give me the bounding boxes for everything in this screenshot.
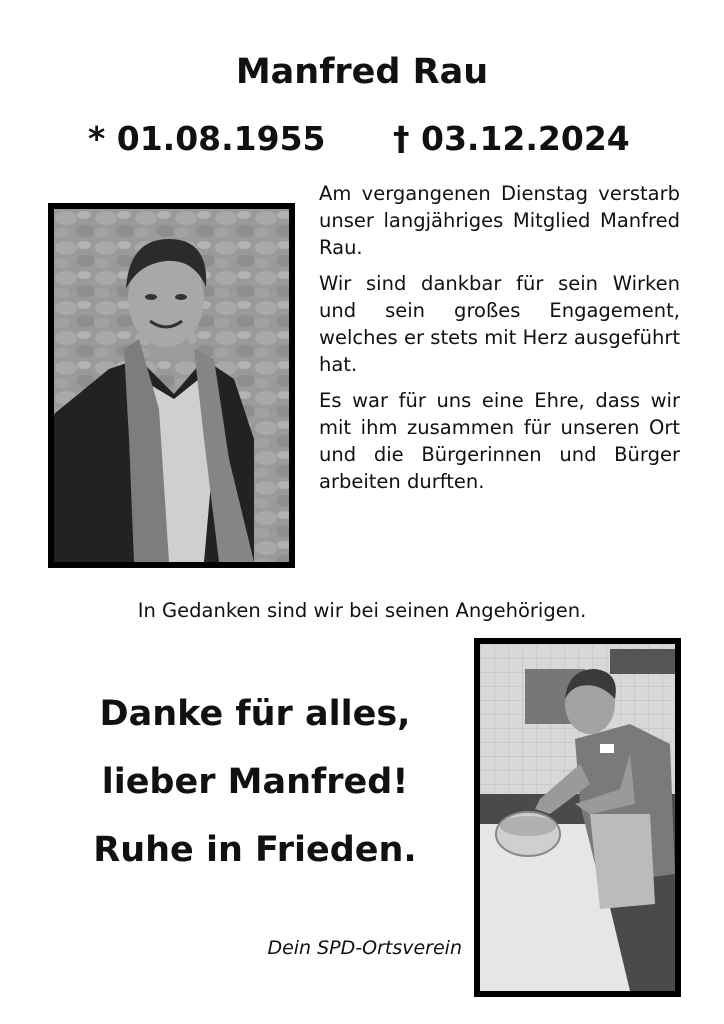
- paragraph-honor: Es war für uns eine Ehre, dass wir mit ihm zusammen für unseren Ort und die Bürgerinnen und Bürger arbeiten durften.: [319, 389, 680, 493]
- deceased-name: Manfred Rau: [235, 52, 489, 92]
- paragraph-gratitude: Wir sind dankbar für sein Wirken und sein großes Engagement, welches er stets mit Herz ausgeführt hat.: [319, 272, 680, 376]
- portrait-photo-image: [54, 209, 289, 562]
- death-date: † 03.12.2024: [393, 119, 630, 158]
- kitchen-photo: [474, 638, 681, 997]
- portrait-photo: [48, 203, 295, 568]
- kitchen-photo-image: [480, 644, 675, 991]
- closing-line-2: lieber Manfred!: [101, 762, 409, 802]
- paragraph-passing: Am vergangenen Dienstag verstarb unser langjähriges Mitglied Manfred Rau.: [319, 182, 680, 259]
- life-dates: [0, 116, 724, 162]
- condolence-line: In Gedanken sind wir bei seinen Angehörigen.: [137, 599, 587, 622]
- closing-line-3: Ruhe in Frieden.: [93, 830, 417, 870]
- signature: Dein SPD-Ortsverein: [267, 937, 462, 959]
- closing-line-1: Danke für alles,: [99, 694, 411, 734]
- birth-date: * 01.08.1955: [88, 119, 326, 158]
- obituary-text: [319, 180, 680, 504]
